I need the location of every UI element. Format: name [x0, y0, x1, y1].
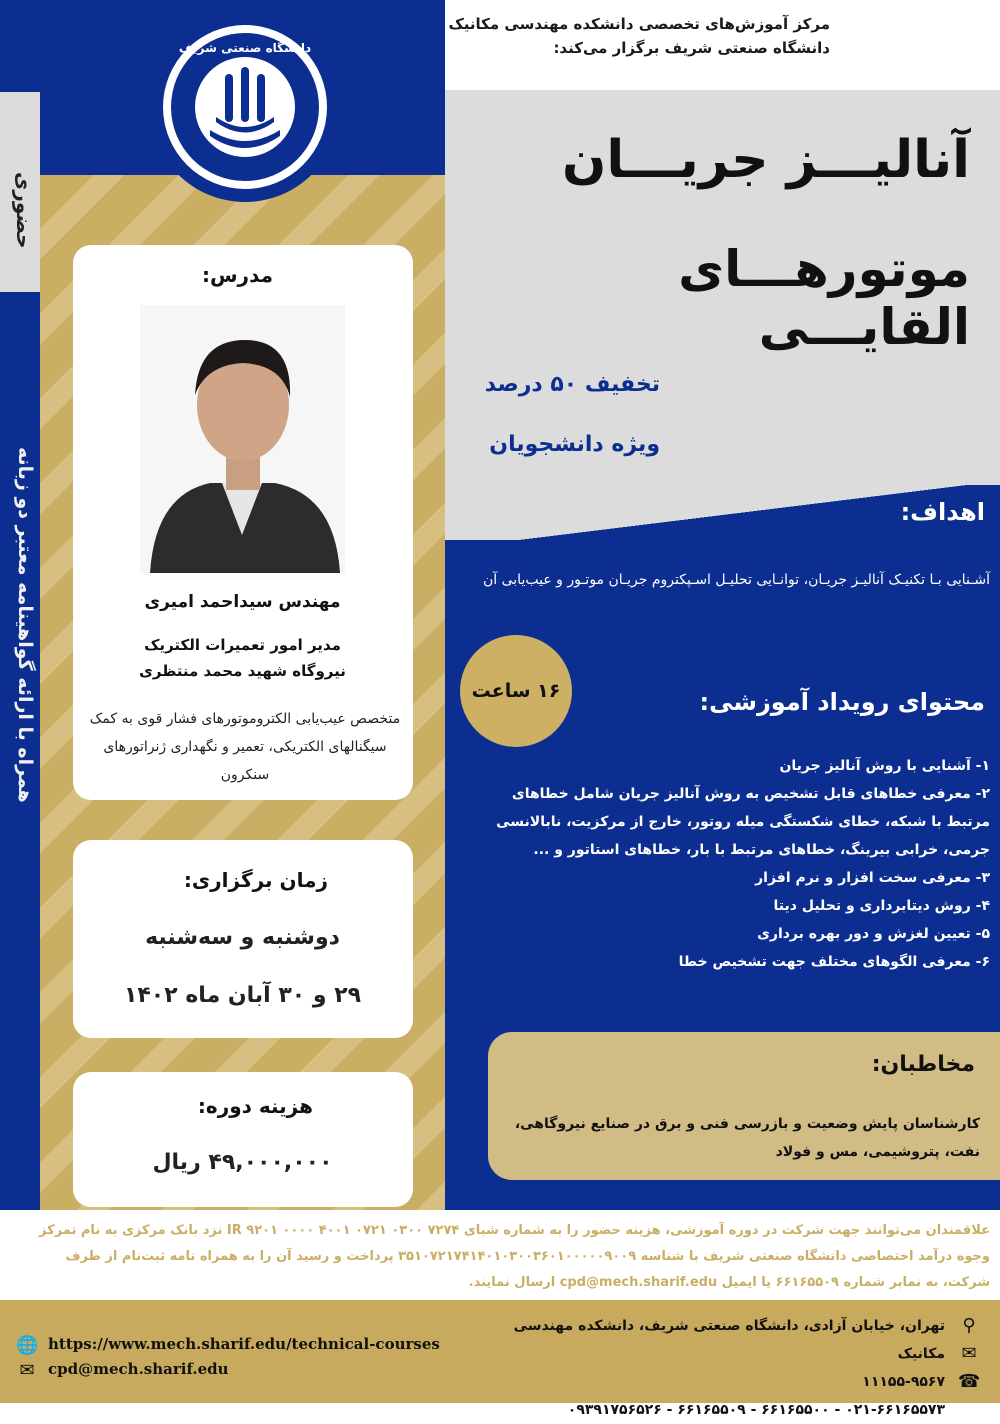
schedule-heading: زمان برگزاری:	[183, 868, 328, 892]
teacher-position-2: نیروگاه شهید محمد منتظری	[139, 662, 346, 680]
teacher-heading: مدرس:	[201, 263, 273, 287]
content-heading: محتوای رویداد آموزشی:	[699, 688, 985, 716]
teacher-position	[80, 632, 405, 684]
discount-line-2: ویژه دانشجویان	[489, 432, 660, 457]
goals-heading: اهداف:	[900, 498, 985, 526]
course-title-line-1: آنالیـــز جریـــان	[562, 130, 970, 190]
teacher-position-1: مدیر امور تعمیرات الکتریک	[144, 636, 341, 654]
teacher-name: مهندس سیداحمد امیری	[144, 592, 341, 612]
website-link[interactable]: https://www.mech.sharif.edu/technical-courses	[48, 1335, 440, 1353]
list-item: ۶- معرفی الگوهای مختلف جهت تشخیص خطا	[678, 954, 990, 970]
list-item: ۳- معرفی سخت افزار و نرم افزار	[755, 870, 990, 886]
teacher-photo	[140, 305, 345, 573]
list-item: ۵- تعیین لغزش و دور بهره برداری	[757, 926, 990, 942]
organizer-line-1: مرکز آموزش‌های تخصصی دانشکده مهندسی مکانیک	[448, 15, 830, 33]
mail-icon: ✉	[19, 1360, 35, 1381]
cost-heading: هزینه دوره:	[197, 1094, 313, 1118]
phone-numbers: ۰۲۱-۶۶۱۶۵۵۷۳ - ۶۶۱۶۵۵۰۰ - ۶۶۱۶۵۵۰۹ - ۰۹۳۹۱۷۵۶۵۲۶	[567, 1402, 945, 1418]
cost-value: ۴۹,۰۰۰,۰۰۰ ریال	[152, 1150, 333, 1175]
cost-card	[73, 1072, 413, 1207]
goals-text: آشـنایی بـا تکنیـک آنالیـز جریـان، توانـایی تحلیـل اسـپکتروم جریـان موتـور و عیب‌یابی آن	[483, 572, 990, 588]
list-item: ۴- روش دیتابرداری و تحلیل دیتا	[773, 898, 990, 914]
globe-icon: 🌐	[16, 1335, 39, 1356]
attendance-mode: حضوری	[12, 171, 36, 249]
organizer-line-2: دانشگاه صنعتی شریف برگزار می‌کند:	[553, 39, 830, 57]
discount-line-1: تخفیف ۵۰ درصد	[484, 372, 660, 397]
list-item: ۱- آشنایی با روش آنالیز جریان	[779, 758, 990, 774]
organizer-header	[190, 12, 830, 60]
location-pin-icon: ⚲	[962, 1315, 976, 1336]
content-list	[470, 752, 990, 976]
payment-instructions: علاقمندان می‌توانند جهت شرکت در دوره آموزشی، هزینه حضور را به شماره شبای IR ۹۲۰۱ ۰۰۰۰ ۴۰۰۱ ۰۷۲۱ ۰۳۰۰ ۷۲۷۴ نزد بانک مرکزی به نام تمرکز وجوه درآمد اختصاصی دانشگاه صنعتی شریف با شناسه ۳۵۱۰۷۲۱۷۴۱۴۰۱۰۳۰۰۳۶۰۱۰۰۰۰۰۹۰۰۹ پرداخت و رسید آن را به همراه نامه ثبت‌نام از طرف شرکت، به نمابر شماره ۶۶۱۶۵۵۰۹ یا ایمیل cpd@mech.sharif.edu ارسال نمایند.	[39, 1223, 990, 1290]
certificate-note: همراه با ارائه گواهینامه معتبر دو زبانه	[14, 447, 36, 803]
course-title-line-2: موتورهـــای القایـــی	[678, 240, 970, 356]
schedule-days: دوشنبه و سه‌شنبه	[145, 925, 340, 950]
list-item: ۲- معرفی خطاهای قابل تشخیص به روش آنالیز جریان شامل خطاهای مرتبط با شبکه، خطای شکستگی میله روتور، خارج از مرکزیت، نابالانسی جرمی، خرابی بیرینگ، خطاهای مرتبط با بار، خطاهای استاتور و ...	[496, 786, 990, 858]
email-link[interactable]: cpd@mech.sharif.edu	[48, 1360, 229, 1378]
phone-icon: ☎	[958, 1371, 981, 1392]
schedule-date: ۲۹ و ۳۰ آبان ماه ۱۴۰۲	[123, 983, 362, 1008]
address: تهران، خیابان آزادی، دانشگاه صنعتی شریف، دانشکده مهندسی مکانیک	[513, 1318, 945, 1362]
mailbox-icon: ✉	[961, 1343, 977, 1364]
audience-text: کارشناسان پایش وضعیت و بازرسی فنی و برق در صنایع نیروگاهی، نفت، پتروشیمی، مس و فولاد	[514, 1116, 980, 1160]
audience-heading: مخاطبان:	[871, 1052, 975, 1077]
po-box: ۱۱۱۵۵-۹۵۶۷	[862, 1374, 945, 1390]
footer-contact	[475, 1312, 945, 1424]
teacher-bio: متخصص عیب‌یابی الکتروموتورهای فشار قوی به کمک سیگنالهای الکتریکی، تعمیر و نگهداری ژنراتورهای سنکرون	[89, 711, 401, 783]
hours-badge: ۱۶ ساعت	[460, 635, 572, 747]
logo-text: دانشگاه صنعتی شریف	[178, 41, 312, 55]
